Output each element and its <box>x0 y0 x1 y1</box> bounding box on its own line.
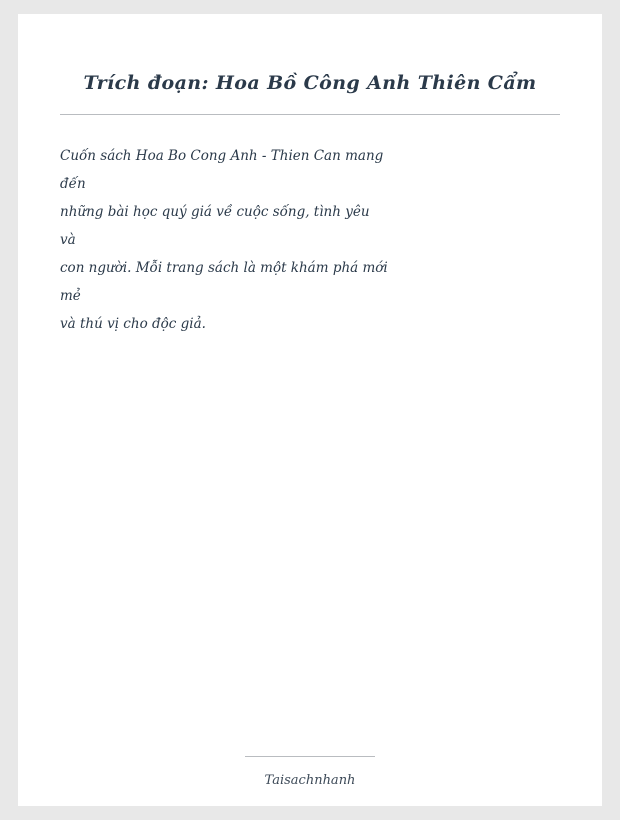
body-line: Cuốn sách Hoa Bo Cong Anh - Thien Can mang <box>60 148 384 164</box>
body-line: những bài học quý giá về cuộc sống, tình yêu <box>60 204 370 220</box>
page-title: Trích đoạn: Hoa Bồ Công Anh Thiên Cẩm <box>83 72 537 94</box>
body-line: con người. Mỗi trang sách là một khám phá mới <box>60 260 388 276</box>
body-line: đến <box>60 176 86 192</box>
footer-divider <box>245 756 375 757</box>
title-divider <box>60 114 560 115</box>
document-body <box>60 142 480 338</box>
body-line: mẻ <box>60 288 81 304</box>
document-footer <box>18 756 602 788</box>
footer-credit: Taisachnhanh <box>264 773 356 788</box>
document-page <box>18 14 602 806</box>
body-line: và thú vị cho độc giả. <box>60 316 206 332</box>
body-line: và <box>60 232 76 248</box>
